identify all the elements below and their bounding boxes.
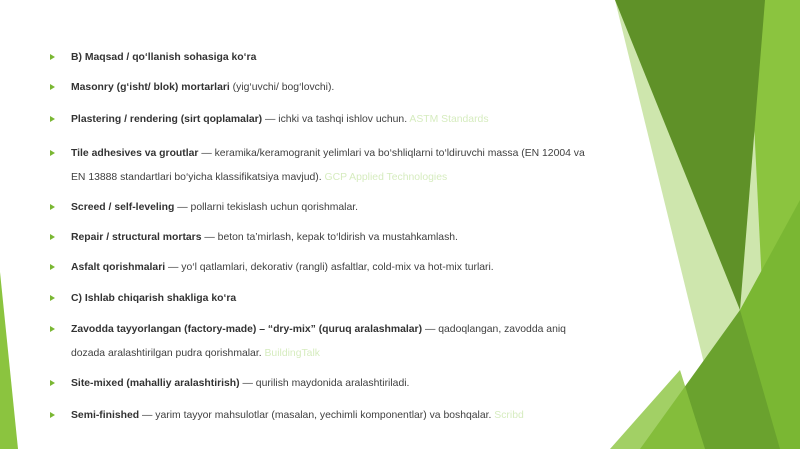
- bullet-arrow-icon: [50, 84, 55, 90]
- bullet-text: [71, 46, 591, 70]
- bullet-arrow-icon: [50, 234, 55, 240]
- bullet-bold-text: B) Maqsad / qo‘llanish sohasiga ko‘ra: [71, 52, 257, 63]
- source-link[interactable]: Scribd: [491, 410, 524, 421]
- bullet-body-text: — qadoqlangan, zavodda aniq dozada aralashtirilgan pudra qorishmalar.: [71, 324, 566, 359]
- bullet-bold-text: Zavodda tayyorlangan (factory-made) – “dry-mix” (quruq aralashmalar): [71, 324, 423, 335]
- bullet-body-text: — ichki va tashqi ishlov uchun.: [262, 114, 408, 125]
- source-link[interactable]: ASTM Standards: [407, 114, 489, 125]
- source-link[interactable]: GCP Applied Technologies: [321, 172, 448, 183]
- bullet-arrow-icon: [50, 150, 55, 156]
- bullet-body-text: (yig‘uvchi/ bog‘lovchi).: [229, 82, 335, 93]
- bullet-bold-text: Asfalt qorishmalari: [71, 262, 166, 273]
- bullet-text: [71, 256, 591, 280]
- bullet-text: [71, 372, 591, 396]
- bullet-bold-text: C) Ishlab chiqarish shakliga ko‘ra: [71, 293, 237, 304]
- bullet-body-text: — yarim tayyor mahsulotlar (masalan, yechimli komponentlar) va boshqalar.: [139, 410, 492, 421]
- bullet-arrow-icon: [50, 326, 55, 332]
- bullet-body-text: — pollarni tekislash uchun qorishmalar.: [174, 202, 359, 213]
- bullet-bold-text: Masonry (g‘isht/ blok) mortarlari: [71, 82, 230, 93]
- bullet-arrow-icon: [50, 380, 55, 386]
- bullet-bold-text: Semi-finished: [71, 410, 140, 421]
- bullet-text: [71, 226, 591, 250]
- bullet-text: [71, 318, 591, 366]
- bullet-body-text: — beton ta’mirlash, kepak to‘ldirish va mustahkamlash.: [201, 232, 458, 243]
- bullet-text: [71, 287, 591, 311]
- bullet-arrow-icon: [50, 54, 55, 60]
- bullet-body-text: — yo‘l qatlamlari, dekorativ (rangli) asfaltlar, cold-mix va hot-mix turlari.: [165, 262, 494, 273]
- bullet-arrow-icon: [50, 204, 55, 210]
- bullet-text: [71, 76, 591, 100]
- bullet-bold-text: Repair / structural mortars: [71, 232, 202, 243]
- bullet-arrow-icon: [50, 295, 55, 301]
- bullet-body-text: — qurilish maydonida aralashtiriladi.: [239, 378, 410, 389]
- bullet-text: [71, 108, 591, 132]
- bullet-arrow-icon: [50, 412, 55, 418]
- source-link[interactable]: BuildingTalk: [261, 348, 320, 359]
- bullet-bold-text: Tile adhesives va groutlar: [71, 148, 199, 159]
- bullet-arrow-icon: [50, 264, 55, 270]
- bullet-body-text: — keramika/keramogranit yelimlari va bo‘shliqlarni to‘ldiruvchi massa (EN 12004 va EN 13888 standartlari bo‘yicha klassifikatsiya mavjud).: [71, 148, 585, 183]
- bullet-bold-text: Site-mixed (mahalliy aralashtirish): [71, 378, 240, 389]
- bullet-text: [71, 142, 591, 190]
- bullet-bold-text: Screed / self-leveling: [71, 202, 175, 213]
- bullet-arrow-icon: [50, 116, 55, 122]
- bullet-bold-text: Plastering / rendering (sirt qoplamalar): [71, 114, 263, 125]
- bullet-text: [71, 404, 591, 428]
- bullet-text: [71, 196, 591, 220]
